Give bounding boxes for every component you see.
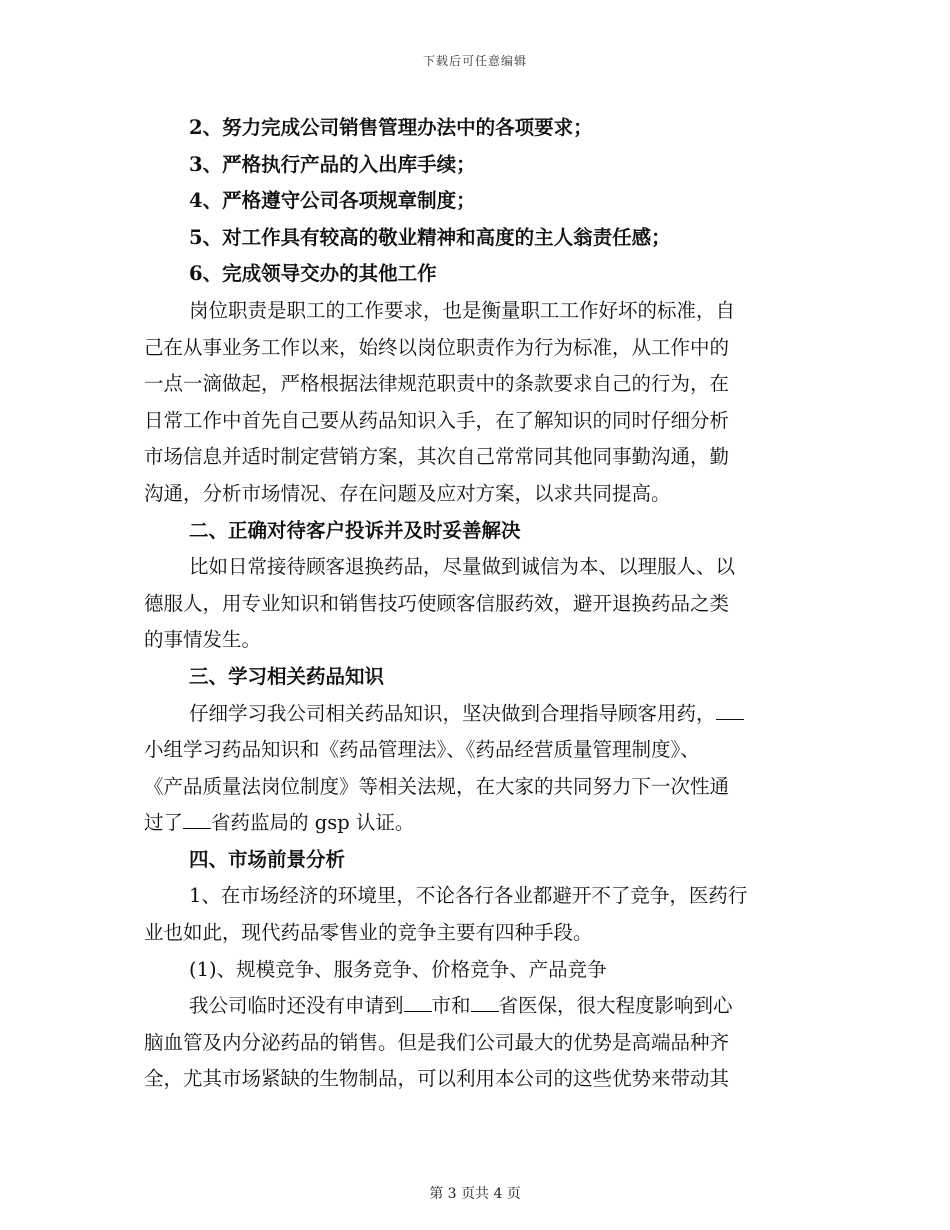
list-item: 6、完成领导交办的其他工作 bbox=[189, 262, 437, 286]
sub-heading: (1)、规模竞争、服务竞争、价格竞争、产品竞争 bbox=[189, 957, 607, 981]
section-heading: 四、市场前景分析 bbox=[189, 847, 346, 871]
paragraph-line: 1、在市场经济的环境里，不论各行各业都避开不了竞争，医药行 bbox=[189, 884, 748, 908]
paragraph-line: 己在从事业务工作以来，始终以岗位职责作为行为标准，从工作中的 bbox=[144, 335, 730, 359]
list-item: 3、严格执行产品的入出库手续； bbox=[189, 152, 476, 176]
paragraph-line: 市场信息并适时制定营销方案，其次自己常常同其他同事勤沟通，勤 bbox=[144, 445, 730, 469]
blank-underline bbox=[404, 993, 432, 1012]
paragraph-line: 全，尤其市场紧缺的生物制品，可以利用本公司的这些优势来带动其 bbox=[144, 1067, 730, 1091]
text-segment: 我公司临时还没有申请到 bbox=[189, 994, 404, 1018]
blank-underline bbox=[471, 993, 499, 1012]
paragraph-line: 《产品质量法岗位制度》等相关法规，在大家的共同努力下一次性通 bbox=[144, 774, 730, 798]
paragraph-line: 岗位职责是职工的工作要求，也是衡量职工工作好坏的标准，自 bbox=[189, 298, 736, 322]
blank-underline bbox=[716, 701, 744, 720]
paragraph-line: 脑血管及内分泌药品的销售。但是我们公司最大的优势是高端品种齐 bbox=[144, 1030, 730, 1054]
paragraph-line: 一点一滴做起，严格根据法律规范职责中的条款要求自己的行为，在 bbox=[144, 372, 730, 396]
text-segment: 省药监局的 gsp 认证。 bbox=[211, 811, 415, 835]
paragraph-line: 小组学习药品知识和《药品管理法》、《药品经营质量管理制度》、 bbox=[144, 738, 700, 762]
list-item: 5、对工作具有较高的敬业精神和高度的主人翁责任感； bbox=[189, 225, 671, 249]
section-heading: 二、正确对待客户投诉并及时妥善解决 bbox=[189, 518, 521, 542]
document-body bbox=[144, 110, 806, 1098]
paragraph-line: 日常工作中首先自己要从药品知识入手，在了解知识的同时仔细分析 bbox=[144, 408, 730, 432]
paragraph-line bbox=[144, 696, 806, 733]
paragraph-line: 德服人，用专业知识和销售技巧使顾客信服药效，避开退换药品之类 bbox=[144, 591, 730, 615]
page-footer: 第 3 页共 4 页 bbox=[429, 1186, 521, 1202]
blank-underline bbox=[183, 810, 211, 829]
paragraph-line bbox=[144, 805, 806, 842]
text-segment: 市和 bbox=[431, 994, 471, 1018]
section-heading: 三、学习相关药品知识 bbox=[189, 664, 385, 688]
text-segment: 仔细学习我公司相关药品知识，坚决做到合理指导顾客用药， bbox=[189, 701, 716, 725]
list-item: 4、严格遵守公司各项规章制度； bbox=[189, 189, 476, 213]
text-segment: 过了 bbox=[144, 811, 184, 835]
page-header: 下载后可任意编辑 bbox=[422, 54, 527, 68]
paragraph-line bbox=[144, 988, 806, 1025]
paragraph-line: 沟通，分析市场情况、存在问题及应对方案，以求共同提高。 bbox=[144, 481, 671, 505]
paragraph-line: 业也如此，现代药品零售业的竞争主要有四种手段。 bbox=[144, 921, 593, 945]
list-item: 2、努力完成公司销售管理办法中的各项要求； bbox=[189, 116, 593, 139]
paragraph-line: 的事情发生。 bbox=[144, 628, 262, 652]
text-segment: 省医保，很大程度影响到心 bbox=[498, 994, 733, 1018]
paragraph-line: 比如日常接待顾客退换药品，尽量做到诚信为本、以理服人、以 bbox=[189, 555, 736, 579]
